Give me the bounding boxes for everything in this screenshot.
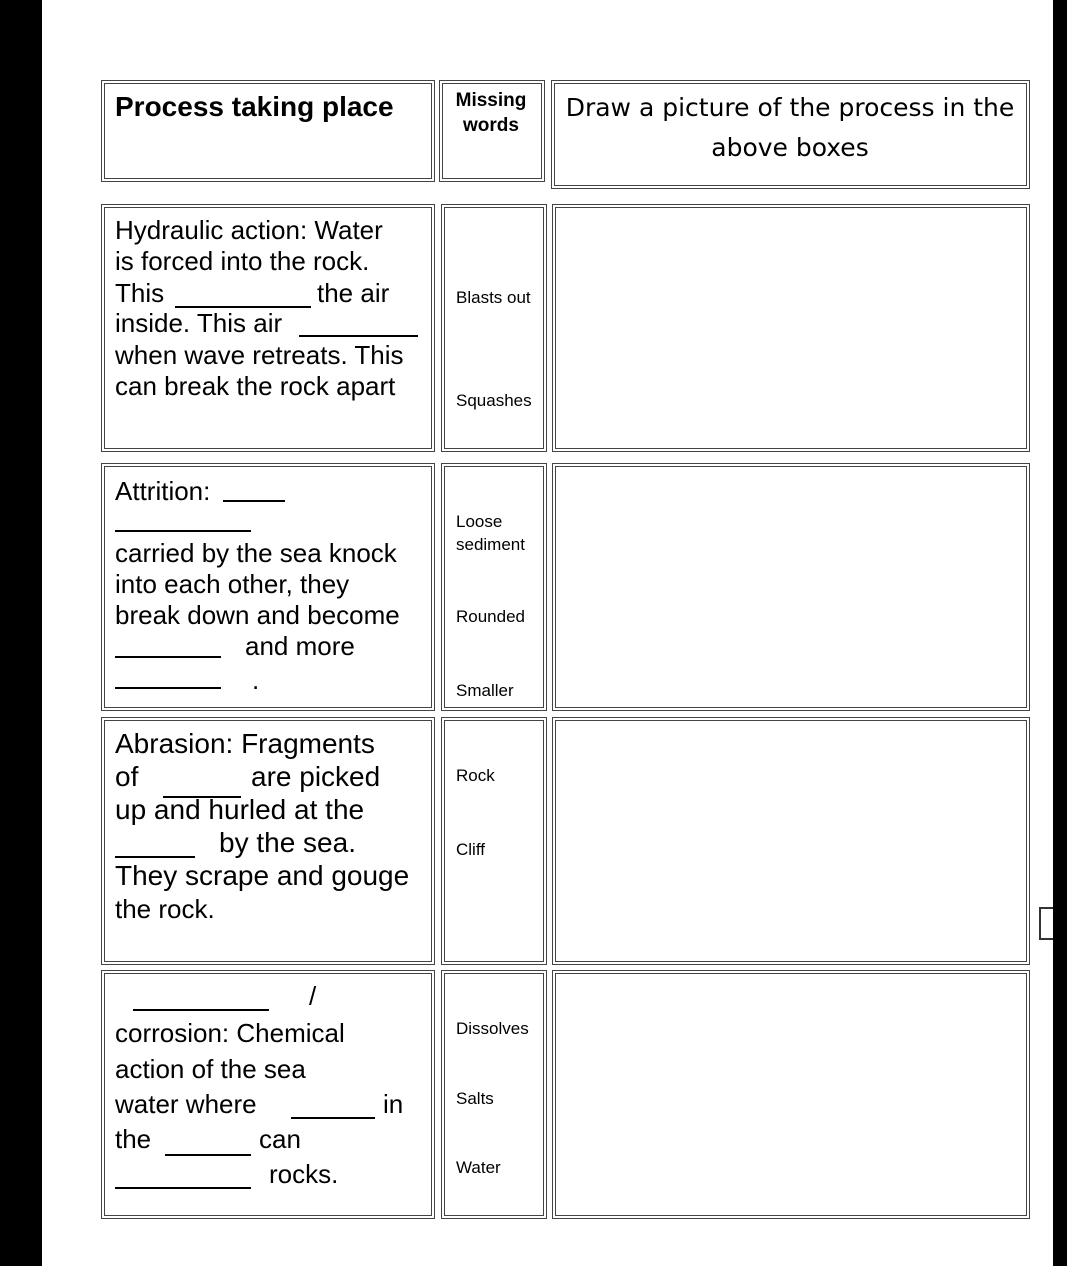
- process-line: the air: [317, 278, 390, 308]
- process-line: break down and become: [115, 600, 400, 630]
- answer-blank[interactable]: [115, 856, 195, 858]
- process-line: /: [309, 981, 317, 1011]
- process-line: can break the rock apart: [115, 371, 396, 401]
- left-screen-border: [0, 0, 42, 1266]
- missing-word: Rock: [456, 766, 495, 785]
- answer-blank[interactable]: [115, 656, 221, 658]
- missing-words-line2: words: [463, 115, 519, 136]
- process-line: can: [259, 1124, 301, 1154]
- answer-blank[interactable]: [165, 1154, 251, 1156]
- hydraulic-action-drawing-box[interactable]: [552, 204, 1030, 452]
- header-draw-cell: [551, 80, 1030, 189]
- corrosion-process-cell: [101, 970, 435, 1219]
- process-line: into each other, they: [115, 569, 350, 599]
- draw-instruction: [552, 88, 1028, 168]
- answer-blank[interactable]: [115, 530, 251, 532]
- answer-blank[interactable]: [115, 687, 221, 689]
- missing-words-heading: [440, 88, 542, 138]
- missing-word: Rounded: [456, 607, 526, 626]
- attrition-process-cell: [101, 463, 435, 711]
- missing-word: sediment: [456, 535, 525, 554]
- process-line: corrosion: Chemical: [115, 1018, 345, 1048]
- missing-word: Squashes: [456, 391, 532, 410]
- process-line: is forced into the rock.: [115, 246, 370, 276]
- process-line: carried by the sea knock: [115, 538, 397, 568]
- process-line: inside. This air: [115, 308, 283, 338]
- abrasion-words-cell: [441, 717, 547, 965]
- process-line: the rock.: [115, 894, 215, 924]
- process-line: They scrape and gouge: [115, 860, 410, 891]
- attrition-drawing-box[interactable]: [552, 463, 1030, 711]
- process-line: are picked: [251, 761, 381, 792]
- corrosion-drawing-box[interactable]: [552, 970, 1030, 1219]
- missing-word: Salts: [456, 1089, 494, 1108]
- right-screen-border: [1053, 0, 1067, 1266]
- draw-instruction-line1: Draw a picture of the process in the: [565, 93, 1015, 122]
- edge-marker: [1039, 907, 1053, 940]
- process-line: Hydraulic action: Water: [115, 215, 383, 245]
- abrasion-process-cell: [101, 717, 435, 965]
- header-missing-words-cell: [439, 80, 545, 182]
- process-line: action of the sea: [115, 1054, 306, 1084]
- hydraulic-action-words-cell: [441, 204, 547, 452]
- process-line: by the sea.: [219, 827, 356, 858]
- answer-blank[interactable]: [133, 1009, 269, 1011]
- answer-blank[interactable]: [223, 500, 285, 502]
- process-line: in: [383, 1089, 404, 1119]
- corrosion-words-cell: [441, 970, 547, 1219]
- missing-word: Loose: [456, 512, 503, 531]
- process-line: Abrasion: Fragments: [115, 728, 375, 759]
- answer-blank[interactable]: [115, 1187, 251, 1189]
- process-line: of: [115, 761, 139, 792]
- process-line: water where: [115, 1089, 257, 1119]
- missing-word: Blasts out: [456, 288, 531, 307]
- process-line: up and hurled at the: [115, 794, 365, 825]
- missing-word: Cliff: [456, 840, 485, 859]
- missing-words-line1: Missing: [455, 90, 527, 111]
- abrasion-drawing-box[interactable]: [552, 717, 1030, 965]
- missing-word: Dissolves: [456, 1019, 529, 1038]
- process-line: This: [115, 278, 165, 308]
- attrition-words-cell: [441, 463, 547, 711]
- process-line: when wave retreats. This: [115, 340, 404, 370]
- process-line: Attrition:: [115, 476, 211, 506]
- missing-word: Smaller: [456, 681, 514, 700]
- process-title: Process taking place: [115, 91, 394, 122]
- process-line: rocks.: [269, 1159, 339, 1189]
- header-process-cell: [101, 80, 435, 182]
- answer-blank[interactable]: [299, 335, 418, 337]
- process-line: .: [252, 665, 260, 695]
- missing-word: Water: [456, 1158, 501, 1177]
- hydraulic-action-process-cell: [101, 204, 435, 452]
- answer-blank[interactable]: [291, 1117, 375, 1119]
- process-line: and more: [245, 631, 355, 661]
- process-line: the: [115, 1124, 152, 1154]
- draw-instruction-line2: above boxes: [711, 133, 869, 162]
